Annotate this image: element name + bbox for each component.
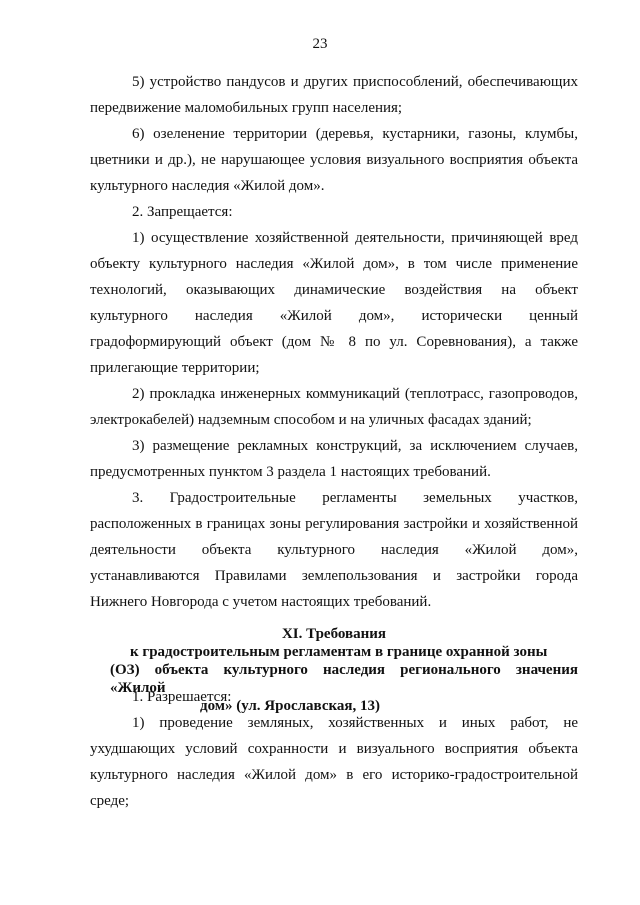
section-heading-line-3: (ОЗ) объекта культурного наследия регионального значения «Жилой	[110, 662, 578, 696]
body-text-upper	[90, 69, 578, 615]
paragraph-allowed-1: 1) проведение земляных, хозяйственных и иных работ, не ухудшающих условий сохранности и визуального восприятия объекта культурного наследия «Жилой дом» в его историко-градостроительной среде;	[90, 715, 578, 809]
paragraph-item-6: 6) озеленение территории (деревья, кустарники, газоны, клумбы, цветники и др.), не нарушающее условия визуального восприятия объекта культурного наследия «Жилой дом».	[90, 126, 578, 194]
paragraph-item-5: 5) устройство пандусов и других приспособлений, обеспечивающих передвижение маломобильных групп населения;	[90, 74, 578, 116]
page-number: 23	[312, 36, 328, 52]
body-text-lower	[90, 684, 578, 814]
paragraph-prohibited-1: 1) осуществление хозяйственной деятельности, причиняющей вред объекту культурного наследия «Жилой дом», в том числе применение технологий, оказывающих динамические воздействия на объект культурного наследия «Жилой дом», исторически ценный градоформирующий объект (дом № 8 по ул. Соревнования), а также прилегающие территории;	[90, 230, 578, 376]
paragraph-prohibited-heading: 2. Запрещается:	[132, 204, 233, 220]
section-heading-title: XI. Требования	[281, 626, 387, 642]
section-heading-line-4: дом» (ул. Ярославская, 13)	[200, 698, 381, 714]
paragraph-allowed-heading: 1. Разрешается:	[132, 689, 232, 705]
paragraph-regulations: 3. Градостроительные регламенты земельных участков, расположенных в границах зоны регулирования застройки и хозяйственной деятельности объекта культурного наследия «Жилой дом», устанавливаются Правилами землепользования и застройки города Нижнего Новгорода с учетом настоящих требований.	[90, 490, 578, 610]
paragraph-prohibited-2: 2) прокладка инженерных коммуникаций (теплотрасс, газопроводов, электрокабелей) надземным способом и на уличных фасадах зданий;	[90, 386, 578, 428]
section-heading-line-2: к градостроительным регламентам в границе охранной зоны	[130, 644, 548, 660]
paragraph-prohibited-3: 3) размещение рекламных конструкций, за исключением случаев, предусмотренных пунктом 3 раздела 1 настоящих требований.	[90, 438, 578, 480]
